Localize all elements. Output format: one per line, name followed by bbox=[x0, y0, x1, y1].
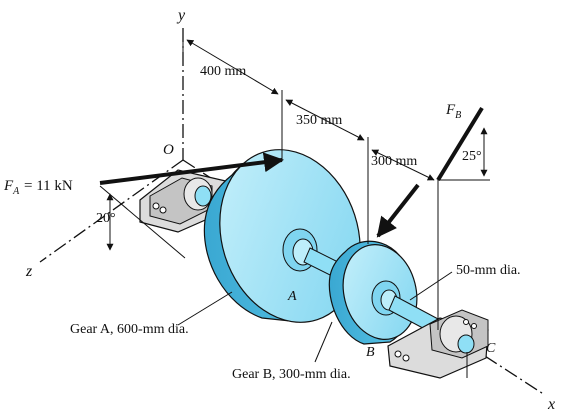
fb-symbol: F bbox=[446, 102, 456, 118]
fa-subscript: A bbox=[13, 186, 20, 197]
y-axis-label: y bbox=[178, 7, 186, 24]
point-c-label: C bbox=[486, 341, 496, 356]
leader-gear-b bbox=[315, 322, 332, 362]
fa-symbol: F bbox=[4, 178, 14, 194]
dim-400-label: 400 mm bbox=[200, 64, 247, 79]
shaft-dia-label: 50-mm dia. bbox=[456, 263, 521, 278]
gear-a-caption: Gear A, 600-mm dia. bbox=[70, 322, 189, 337]
force-fa-label bbox=[3, 178, 73, 197]
fb-angle-label: 25° bbox=[462, 149, 482, 164]
dim-350-label: 350 mm bbox=[296, 113, 343, 128]
force-fb-label bbox=[445, 102, 461, 121]
leader-gear-a bbox=[178, 292, 232, 325]
dim-300-label: 300 mm bbox=[371, 154, 418, 169]
gear-b bbox=[329, 237, 426, 348]
gear-b-caption: Gear B, 300-mm dia. bbox=[232, 367, 351, 382]
fb-subscript: B bbox=[455, 110, 462, 121]
z-axis-label: z bbox=[26, 263, 33, 280]
origin-label: O bbox=[163, 142, 174, 158]
x-axis-label: x bbox=[548, 396, 556, 413]
svg-text:FB bbox=[445, 102, 461, 121]
leader-shaft-dia bbox=[410, 272, 452, 300]
point-a-label: A bbox=[288, 289, 297, 304]
point-b-label: B bbox=[366, 345, 375, 360]
fa-angle-label: 20° bbox=[96, 211, 116, 226]
force-fb-arrow bbox=[378, 185, 418, 236]
svg-text:FA bbox=[3, 178, 20, 197]
fa-value: = 11 kN bbox=[24, 178, 73, 194]
